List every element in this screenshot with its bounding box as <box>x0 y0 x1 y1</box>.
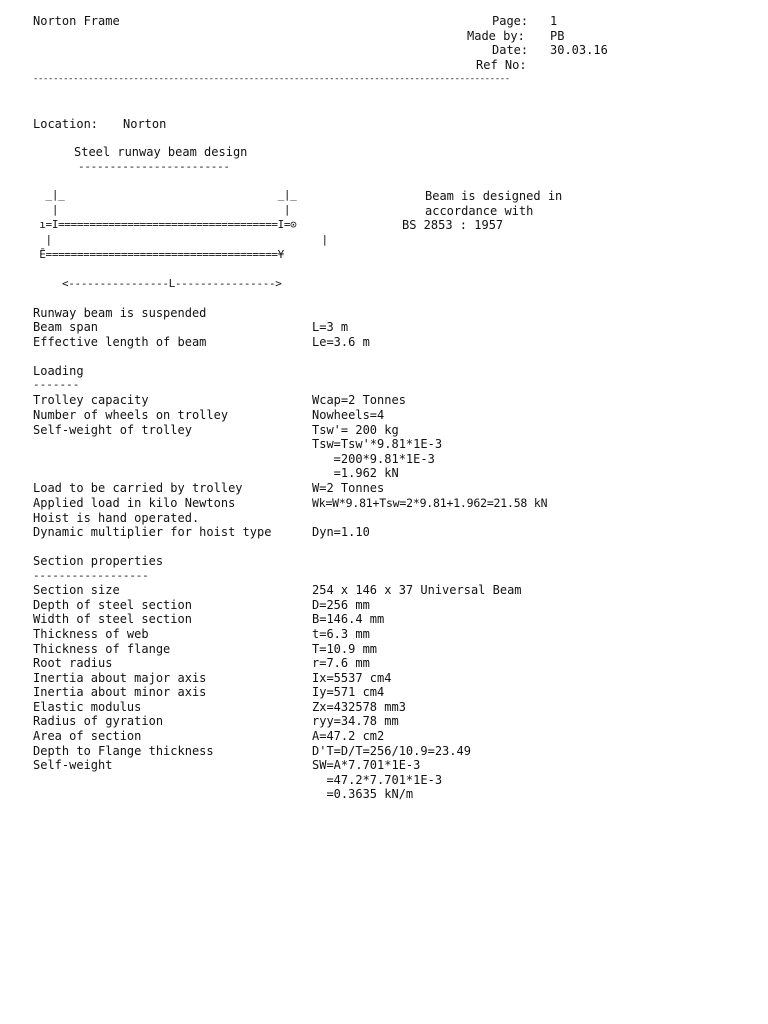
section-value: D=256 mm <box>312 598 370 612</box>
project-title: Norton Frame <box>33 14 120 28</box>
section-value: =0.3635 kN/m <box>312 787 414 801</box>
suspended-note: Runway beam is suspended <box>33 306 207 320</box>
param-label: Beam span <box>33 320 99 334</box>
section-label: Elastic modulus <box>33 700 142 714</box>
loading-value: Wcap=2 Tonnes <box>312 393 406 407</box>
section-value: D'T=D/T=256/10.9=23.49 <box>312 744 471 758</box>
section-label: Width of steel section <box>33 612 192 626</box>
date-label: Date: <box>492 43 529 57</box>
beam-diagram-line-5: Ē=====================================¥ <box>33 248 284 261</box>
section-value: Ix=5537 cm4 <box>312 671 392 685</box>
section-label: Inertia about minor axis <box>33 685 207 699</box>
loading-label: Self-weight of trolley <box>33 423 192 437</box>
section-label: Area of section <box>33 729 142 743</box>
section-label: Self-weight <box>33 758 113 772</box>
section-underline: ------------------ <box>33 569 149 582</box>
design-note-line-2: accordance with <box>425 204 534 218</box>
loading-value: =1.962 kN <box>312 466 399 480</box>
section-value: Zx=432578 mm3 <box>312 700 406 714</box>
span-dimension: <----------------L----------------> <box>62 277 282 290</box>
loading-label: Trolley capacity <box>33 393 149 407</box>
section-label: Depth to Flange thickness <box>33 744 214 758</box>
param-value: L=3 m <box>312 320 349 334</box>
loading-label: Number of wheels on trolley <box>33 408 229 422</box>
beam-diagram-line-1: _|_ _|_ <box>33 188 297 201</box>
loading-value: Wk=W*9.81+Tsw=2*9.81+1.962=21.58 kN <box>312 496 548 510</box>
beam-diagram-line-3: ı=I===================================I=⊙ <box>33 218 297 231</box>
loading-value: =200*9.81*1E-3 <box>312 452 435 466</box>
loading-label: Applied load in kilo Newtons <box>33 496 236 510</box>
section-value: ryy=34.78 mm <box>312 714 399 728</box>
header-rule: ----------------------------------------------------------------------------------------------- <box>33 74 510 84</box>
section-value: A=47.2 cm2 <box>312 729 385 743</box>
beam-diagram-line-4: | | <box>33 233 328 246</box>
section-value: T=10.9 mm <box>312 642 378 656</box>
loading-label: Hoist is hand operated. <box>33 511 200 525</box>
section-value: B=146.4 mm <box>312 612 385 626</box>
section-label: Inertia about major axis <box>33 671 207 685</box>
ref-label: Ref No: <box>476 58 527 72</box>
location-label: Location: <box>33 117 99 131</box>
section-label: Depth of steel section <box>33 598 192 612</box>
loading-label: Load to be carried by trolley <box>33 481 243 495</box>
page-number: 1 <box>550 14 558 28</box>
section-value: r=7.6 mm <box>312 656 370 670</box>
design-standard: BS 2853 : 1957 <box>402 218 504 232</box>
page-label: Page: <box>492 14 529 28</box>
page-title: Steel runway beam design <box>74 145 248 159</box>
section-value: SW=A*7.701*1E-3 <box>312 758 421 772</box>
loading-value: Nowheels=4 <box>312 408 385 422</box>
title-underline: ------------------------ <box>78 160 230 173</box>
section-label: Section size <box>33 583 120 597</box>
loading-value: Tsw=Tsw'*9.81*1E-3 <box>312 437 443 451</box>
section-label: Radius of gyration <box>33 714 164 728</box>
section-heading: Section properties <box>33 554 164 568</box>
section-label: Thickness of web <box>33 627 149 641</box>
loading-value: Dyn=1.10 <box>312 525 370 539</box>
made-by-label: Made by: <box>467 29 525 43</box>
section-label: Thickness of flange <box>33 642 171 656</box>
loading-label: Dynamic multiplier for hoist type <box>33 525 272 539</box>
loading-heading: Loading <box>33 364 84 378</box>
section-value: Iy=571 cm4 <box>312 685 385 699</box>
loading-value: Tsw'= 200 kg <box>312 423 399 437</box>
location-value: Norton <box>123 117 167 131</box>
loading-underline: ------- <box>33 378 80 391</box>
param-label: Effective length of beam <box>33 335 207 349</box>
loading-value: W=2 Tonnes <box>312 481 385 495</box>
date-value: 30.03.16 <box>550 43 608 57</box>
beam-diagram-line-2: | | <box>33 203 291 216</box>
section-value: t=6.3 mm <box>312 627 370 641</box>
section-value: 254 x 146 x 37 Universal Beam <box>312 583 522 597</box>
made-by-value: PB <box>550 29 565 43</box>
section-label: Root radius <box>33 656 113 670</box>
design-note-line-1: Beam is designed in <box>425 189 563 203</box>
param-value: Le=3.6 m <box>312 335 370 349</box>
section-value: =47.2*7.701*1E-3 <box>312 773 443 787</box>
